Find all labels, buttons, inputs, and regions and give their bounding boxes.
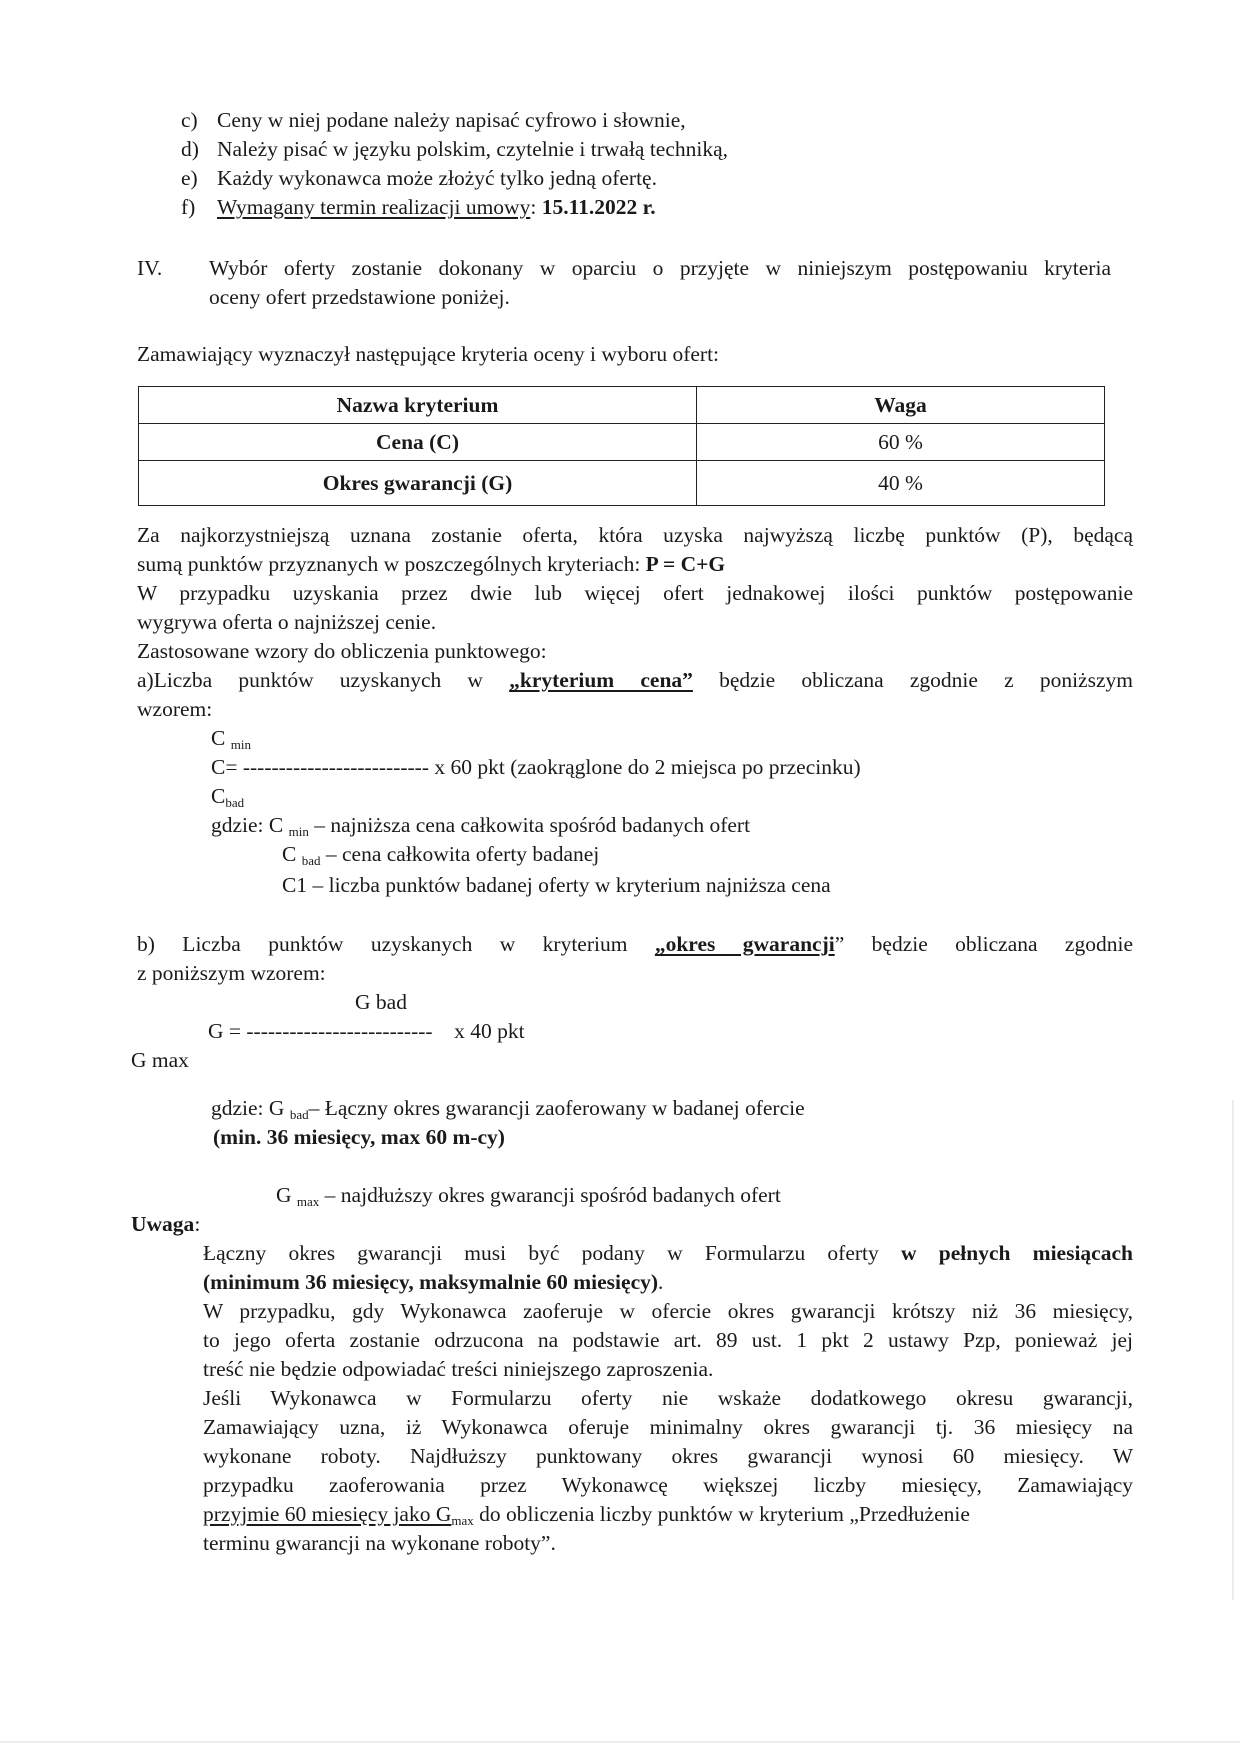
- note-text: Łączny okres gwarancji musi być podany w Formularzu oferty: [203, 1241, 901, 1265]
- definition-text: – najdłuższy okres gwarancji spośród badanych ofert: [319, 1183, 781, 1207]
- formula-symbol: G: [276, 1183, 292, 1207]
- section-iv-line: oceny ofert przedstawione poniżej.: [209, 285, 510, 309]
- body-line: wzorem:: [137, 697, 213, 721]
- formula-definition: [276, 1181, 781, 1216]
- table-cell: 40 %: [697, 461, 1105, 506]
- note-line: [203, 1268, 663, 1296]
- note-colon: :: [194, 1212, 201, 1236]
- list-item-label: f): [181, 195, 196, 219]
- note-underlined-text: [203, 1502, 474, 1526]
- list-item: [181, 193, 656, 221]
- formula-subscript: bad: [225, 795, 245, 810]
- table-header: Nazwa kryterium: [139, 387, 697, 424]
- formula-symbol: C: [282, 842, 297, 866]
- scan-bottom-line: [0, 1741, 1240, 1743]
- note-bold-text: w pełnych miesiącach: [901, 1241, 1133, 1265]
- deadline-date: 15.11.2022 r.: [541, 195, 656, 219]
- note-line: Zamawiający uzna, iż Wykonawca oferuje minimalny okres gwarancji tj. 36 miesięcy na: [203, 1415, 1133, 1439]
- formula-subscript: min: [288, 824, 309, 839]
- formula-subscript: bad: [289, 1107, 309, 1122]
- criteria-intro: Zamawiający wyznaczył następujące kryteria oceny i wyboru ofert:: [137, 342, 720, 366]
- body-line: [137, 930, 1133, 958]
- list-item-label: d): [181, 137, 199, 161]
- body-text: b) Liczba punktów uzyskanych w kryterium: [137, 932, 655, 956]
- formula-price: C= -------------------------- x 60 pkt (zaokrąglone do 2 miejsca po przecinku): [211, 755, 861, 779]
- note-text: przyjmie 60 miesięcy jako G: [203, 1502, 452, 1526]
- criterion-price-keyword: „kryterium cena”: [509, 668, 693, 692]
- body-line: W przypadku uzyskania przez dwie lub więcej ofert jednakowej ilości punktów postępowanie: [137, 581, 1133, 605]
- where-label: gdzie:: [211, 1096, 269, 1120]
- note-line: [203, 1239, 1133, 1267]
- formula-lhs: G = --------------------------: [208, 1019, 433, 1043]
- definition-text: – cena całkowita oferty badanej: [320, 842, 600, 866]
- deadline-label: Wymagany termin realizacji umowy: [217, 195, 531, 219]
- body-line: wygrywa oferta o najniższej cenie.: [137, 610, 437, 634]
- body-text: sumą punktów przyznanych w poszczególnych kryteriach:: [137, 552, 646, 576]
- body-line: Zastosowane wzory do obliczenia punktowego:: [137, 639, 547, 663]
- formula-multiplier: x 40 pkt: [454, 1019, 525, 1043]
- table-cell: 60 %: [697, 424, 1105, 461]
- formula-definition: [282, 840, 599, 875]
- note-bold-text: (minimum 36 miesięcy, maksymalnie 60 miesięcy): [203, 1270, 659, 1294]
- scan-edge-line: [1232, 1100, 1234, 1600]
- formula-subscript: max: [296, 1194, 320, 1209]
- table-cell: Okres gwarancji (G): [139, 461, 697, 506]
- body-text: będzie obliczana zgodnie z poniższym: [692, 668, 1133, 692]
- note-line: wykonane roboty. Najdłuższy punktowany okres gwarancji wynosi 60 miesięcy. W: [203, 1444, 1133, 1468]
- criterion-warranty-keyword: „okres gwarancji: [654, 932, 835, 956]
- section-iv-line: Wybór oferty zostanie dokonany w oparciu o przyjęte w niniejszym postępowaniu kryteria: [209, 256, 1111, 280]
- where-label: gdzie:: [211, 813, 269, 837]
- formula-symbol: C: [268, 813, 284, 837]
- note-label-text: Uwaga: [131, 1212, 195, 1236]
- criteria-table: [138, 386, 1105, 506]
- formula-symbol: C: [211, 726, 226, 750]
- note-line: przypadku zaoferowania przez Wykonawcę większej liczby miesięcy, Zamawiający: [203, 1473, 1133, 1497]
- list-item-text: Ceny w niej podane należy napisać cyfrowo i słownie,: [217, 108, 686, 132]
- formula-definition: C1 – liczba punktów badanej oferty w kryterium najniższa cena: [282, 873, 831, 897]
- table-header-row: [139, 387, 1105, 424]
- list-item-text: Każdy wykonawca może złożyć tylko jedną ofertę.: [217, 166, 657, 190]
- table-row: [139, 424, 1105, 461]
- list-item-label: e): [181, 166, 198, 190]
- note-line: treść nie będzie odpowiadać treści niniejszego zaproszenia.: [203, 1357, 714, 1381]
- warranty-range: (min. 36 miesięcy, max 60 m-cy): [213, 1125, 505, 1149]
- list-item-label: c): [181, 108, 198, 132]
- total-formula: P = C+G: [645, 552, 726, 576]
- note-text: do obliczenia liczby punktów w kryterium „Przedłużenie: [473, 1502, 970, 1526]
- definition-text: – Łączny okres gwarancji zaoferowany w badanej ofercie: [308, 1096, 805, 1120]
- note-line: Jeśli Wykonawca w Formularzu oferty nie wskaże dodatkowego okresu gwarancji,: [203, 1386, 1133, 1410]
- body-line: z poniższym wzorem:: [137, 961, 326, 985]
- body-line: [137, 666, 1133, 694]
- table-row: [139, 461, 1105, 506]
- table-header: Waga: [697, 387, 1105, 424]
- list-item: [181, 135, 728, 163]
- list-item-text: Należy pisać w języku polskim, czytelnie i trwałą techniką,: [217, 137, 729, 161]
- body-text: a)Liczba punktów uzyskanych w: [137, 668, 510, 692]
- body-line: Za najkorzystniejszą uznana zostanie oferta, która uzyska najwyższą liczbę punktów (P), będącą: [137, 523, 1133, 547]
- body-line: [137, 550, 725, 578]
- note-line: terminu gwarancji na wykonane roboty”.: [203, 1531, 556, 1555]
- note-line: W przypadku, gdy Wykonawca zaoferuje w ofercie okres gwarancji krótszy niż 36 miesięcy,: [203, 1299, 1133, 1323]
- body-text: ” będzie obliczana zgodnie: [834, 932, 1133, 956]
- list-item: [181, 106, 686, 134]
- note-label: [131, 1210, 200, 1238]
- formula-symbol: C: [211, 784, 226, 808]
- formula-subscript: min: [230, 737, 251, 752]
- formula-subscript: max: [451, 1513, 474, 1528]
- deadline-colon: :: [530, 195, 537, 219]
- list-item: [181, 164, 657, 192]
- definition-text: – najniższa cena całkowita spośród badanych ofert: [308, 813, 751, 837]
- note-line: to jego oferta zostanie odrzucona na podstawie art. 89 ust. 1 pkt 2 ustawy Pzp, ponieważ jej: [203, 1328, 1133, 1352]
- formula-symbol: G: [268, 1096, 285, 1120]
- formula-warranty: [208, 1017, 525, 1045]
- section-number: IV.: [137, 256, 163, 280]
- formula-denominator: G max: [131, 1048, 189, 1072]
- formula-subscript: bad: [301, 853, 321, 868]
- table-cell: Cena (C): [139, 424, 697, 461]
- note-text: .: [658, 1270, 664, 1294]
- formula-numerator: G bad: [355, 990, 407, 1014]
